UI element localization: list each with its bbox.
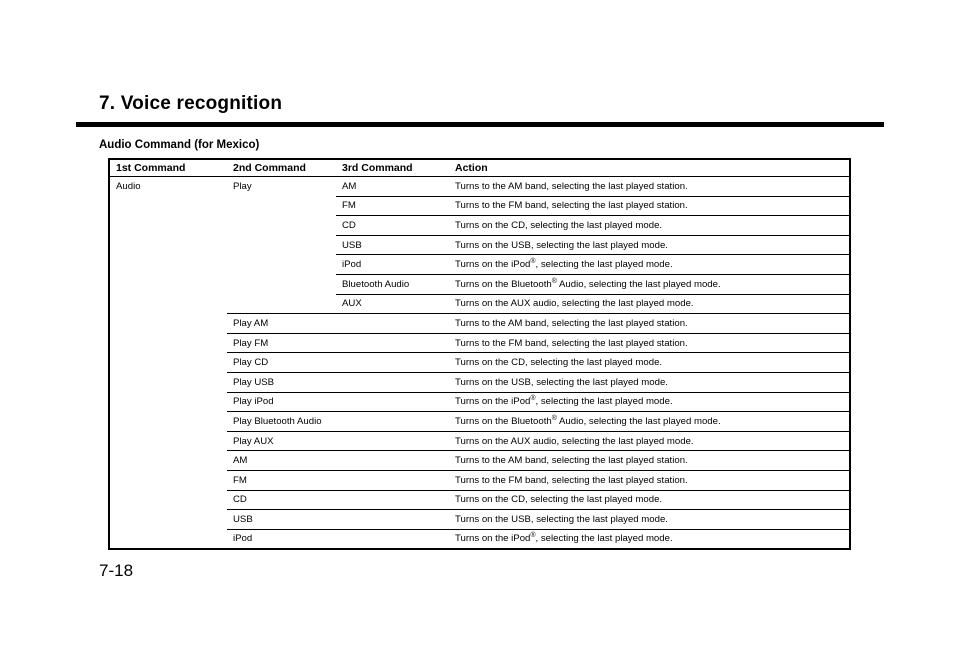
registered-mark: ®: [551, 277, 557, 285]
action-cell: Turns to the FM band, selecting the last played station.: [449, 333, 850, 353]
header-1st-command: 1st Command: [109, 159, 227, 177]
command-cell: USB: [227, 510, 449, 530]
command-cell: iPod: [233, 533, 253, 545]
second-command-cell: Play: [227, 177, 336, 314]
command-cell: FM: [227, 470, 449, 490]
third-command-cell: iPod: [336, 255, 449, 275]
action-cell: [449, 274, 850, 294]
action-cell: Turns on the USB, selecting the last played mode.: [449, 235, 850, 255]
action-text-post: Audio, selecting the last played mode.: [556, 278, 721, 290]
action-cell: Turns to the AM band, selecting the last played station.: [449, 177, 850, 197]
action-text-pre: Turns on the iPod: [455, 396, 531, 408]
command-cell: Play iPod: [227, 392, 449, 412]
table-header-row: [109, 159, 850, 177]
title-rule: [76, 122, 884, 127]
action-cell: Turns to the FM band, selecting the last played station.: [449, 470, 850, 490]
action-text-post: , selecting the last played mode.: [535, 396, 673, 408]
table-body: [109, 177, 850, 550]
action-cell: Turns on the CD, selecting the last played mode.: [449, 490, 850, 510]
third-command-cell: CD: [336, 216, 449, 236]
action-cell: [449, 412, 850, 432]
action-cell: Turns on the USB, selecting the last played mode.: [449, 510, 850, 530]
third-command-cell: USB: [336, 235, 449, 255]
action-cell: Turns to the AM band, selecting the last played station.: [449, 451, 850, 471]
audio-command-table: [108, 158, 851, 550]
third-command-cell: Bluetooth Audio: [336, 274, 449, 294]
action-text-pre: Turns on the Bluetooth: [455, 415, 552, 427]
action-text-pre: Turns on the iPod: [455, 259, 531, 271]
page-number: 7-18: [99, 561, 134, 580]
command-cell: Play CD: [227, 353, 449, 373]
action-cell: Turns on the AUX audio, selecting the last played mode.: [449, 431, 850, 451]
command-cell: CD: [227, 490, 449, 510]
registered-mark: ®: [530, 257, 536, 265]
registered-mark: ®: [530, 395, 536, 403]
action-cell: Turns to the AM band, selecting the last played station.: [449, 314, 850, 334]
command-cell: Play AUX: [227, 431, 449, 451]
third-command-cell: FM: [336, 196, 449, 216]
command-cell: Play AM: [227, 314, 449, 334]
command-cell: Play Bluetooth Audio: [227, 412, 449, 432]
action-text-pre: Turns on the iPod: [455, 533, 531, 545]
action-text-post: Audio, selecting the last played mode.: [556, 415, 721, 427]
action-cell: [449, 392, 850, 412]
action-cell: [449, 255, 850, 275]
action-cell: Turns on the USB, selecting the last played mode.: [449, 372, 850, 392]
action-cell: Turns on the CD, selecting the last played mode.: [449, 353, 850, 373]
section-title: 7. Voice recognition: [99, 93, 283, 114]
table-caption: Audio Command (for Mexico): [99, 139, 260, 151]
table-row: [109, 177, 850, 197]
action-cell: Turns to the FM band, selecting the last played station.: [449, 196, 850, 216]
command-cell: AM: [227, 451, 449, 471]
action-cell: Turns on the CD, selecting the last played mode.: [449, 216, 850, 236]
action-text-pre: Turns on the Bluetooth: [455, 278, 552, 290]
header-3rd-command: 3rd Command: [336, 159, 449, 177]
command-cell: Play USB: [227, 372, 449, 392]
registered-mark: ®: [530, 532, 536, 540]
registered-mark: ®: [551, 414, 557, 422]
action-text-post: , selecting the last played mode.: [535, 533, 673, 545]
action-text-post: , selecting the last played mode.: [535, 259, 673, 271]
header-action: Action: [449, 159, 850, 177]
third-command-cell: AUX: [336, 294, 449, 314]
first-command-cell: Audio: [116, 181, 141, 192]
third-command-cell: AM: [336, 177, 449, 197]
action-cell: Turns on the AUX audio, selecting the last played mode.: [449, 294, 850, 314]
command-cell: Play FM: [227, 333, 449, 353]
action-cell: [449, 529, 850, 549]
header-2nd-command: 2nd Command: [227, 159, 336, 177]
